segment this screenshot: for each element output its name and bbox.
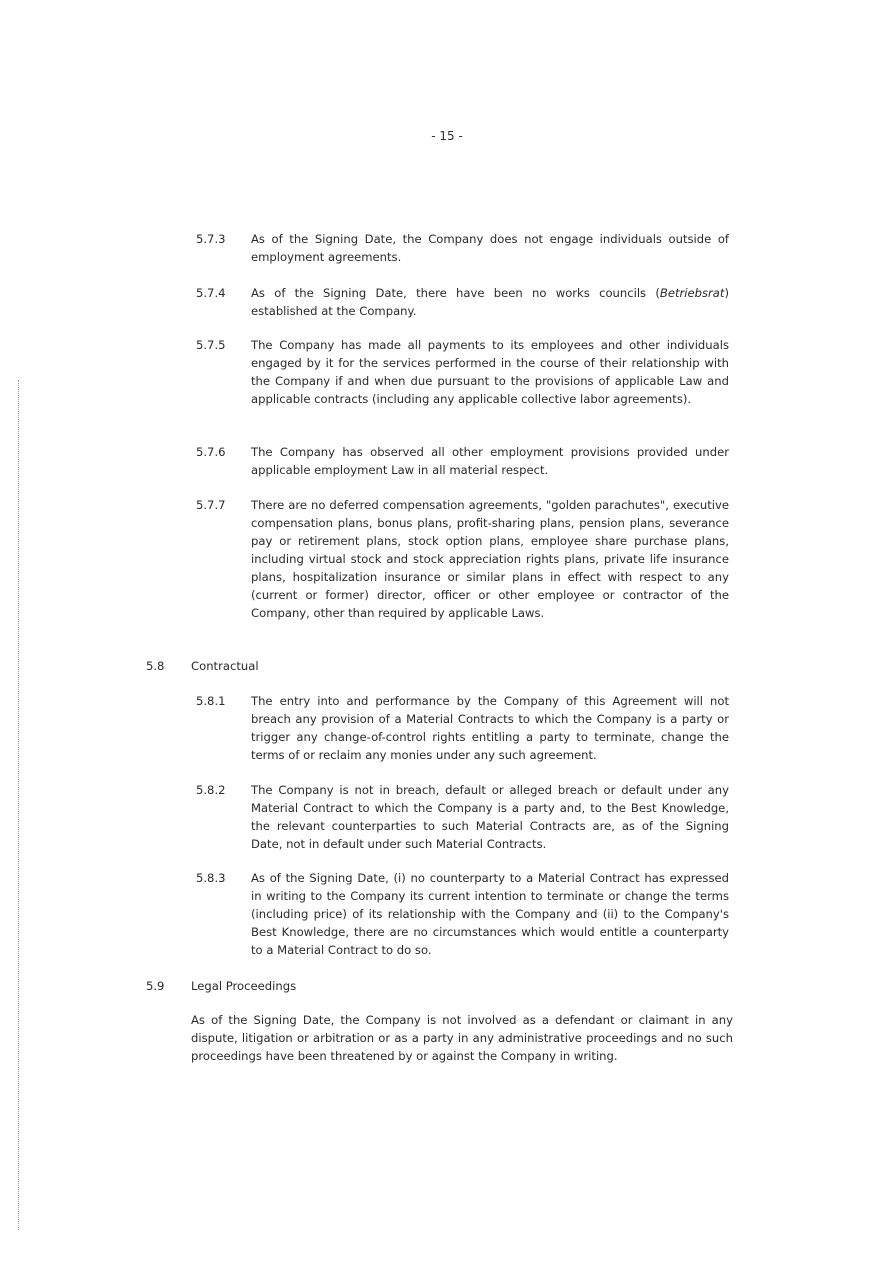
clause-text-part: ) established at the Company. <box>251 286 729 318</box>
clause-number: 5.7.6 <box>196 445 226 459</box>
clause-text: As of the Signing Date, (i) no counterparty to a Material Contract has expressed in writing to the Company its current intention to terminate or change the terms (including price) of its relationship with the Company and (ii) to the Company's Best Knowledge, there are no circumstances which would entitle a counterparty to a Material Contract to do so. <box>251 871 729 957</box>
section-5-9-text: As of the Signing Date, the Company is not involved as a defendant or claimant in any dispute, litigation or arbitration or as a party in any administrative proceedings and no such proceedings have been threatened by or against the Company in writing. <box>191 1013 733 1063</box>
clause-text: The Company is not in breach, default or alleged breach or default under any Material Contract to which the Company is a party and, to the Best Knowledge, the relevant counterparties to such Material Contracts are, as of the Signing Date, not in default under such Material Contracts. <box>251 783 729 851</box>
clause-number: 5.7.5 <box>196 338 226 352</box>
page-number: - 15 - <box>431 129 463 143</box>
clause-text: There are no deferred compensation agreements, "golden parachutes", executive compensation plans, bonus plans, profit-sharing plans, pension plans, severance pay or retirement plans, stock option plans, employee share purchase plans, including virtual stock and stock appreciation rights plans, private life insurance plans, hospitalization insurance or similar plans in effect with respect to any (current or former) director, officer or other employee or contractor of the Company, other than required by applicable Laws. <box>251 498 729 620</box>
section-number: 5.8 <box>146 659 165 673</box>
clause-text-part: As of the Signing Date, there have been no works councils ( <box>251 286 660 300</box>
clause-number: 5.7.4 <box>196 286 226 300</box>
section-title: Legal Proceedings <box>191 979 297 993</box>
clause-text <box>251 284 729 320</box>
section-number: 5.9 <box>146 979 165 993</box>
clause-number: 5.7.3 <box>196 232 226 246</box>
clause-number: 5.8.3 <box>196 871 226 885</box>
clause-text: As of the Signing Date, the Company does not engage individuals outside of employment agreements. <box>251 232 729 264</box>
section-title: Contractual <box>191 659 259 673</box>
clause-text: The Company has observed all other employment provisions provided under applicable employment Law in all material respect. <box>251 445 729 477</box>
clause-number: 5.7.7 <box>196 498 226 512</box>
clause-text: The Company has made all payments to its employees and other individuals engaged by it for the services performed in the course of their relationship with the Company if and when due pursuant to the provisions of applicable Law and applicable contracts (including any applicable collective labor agreements). <box>251 338 729 406</box>
clause-number: 5.8.2 <box>196 783 226 797</box>
clause-number: 5.8.1 <box>196 694 226 708</box>
clause-text-italic: Betriebsrat <box>659 286 725 300</box>
clause-text: The entry into and performance by the Company of this Agreement will not breach any provision of a Material Contracts to which the Company is a party or trigger any change-of-control rights entitling a party to terminate, change the terms of or reclaim any monies under any such agreement. <box>251 694 729 762</box>
scan-edge-line <box>18 380 19 1230</box>
